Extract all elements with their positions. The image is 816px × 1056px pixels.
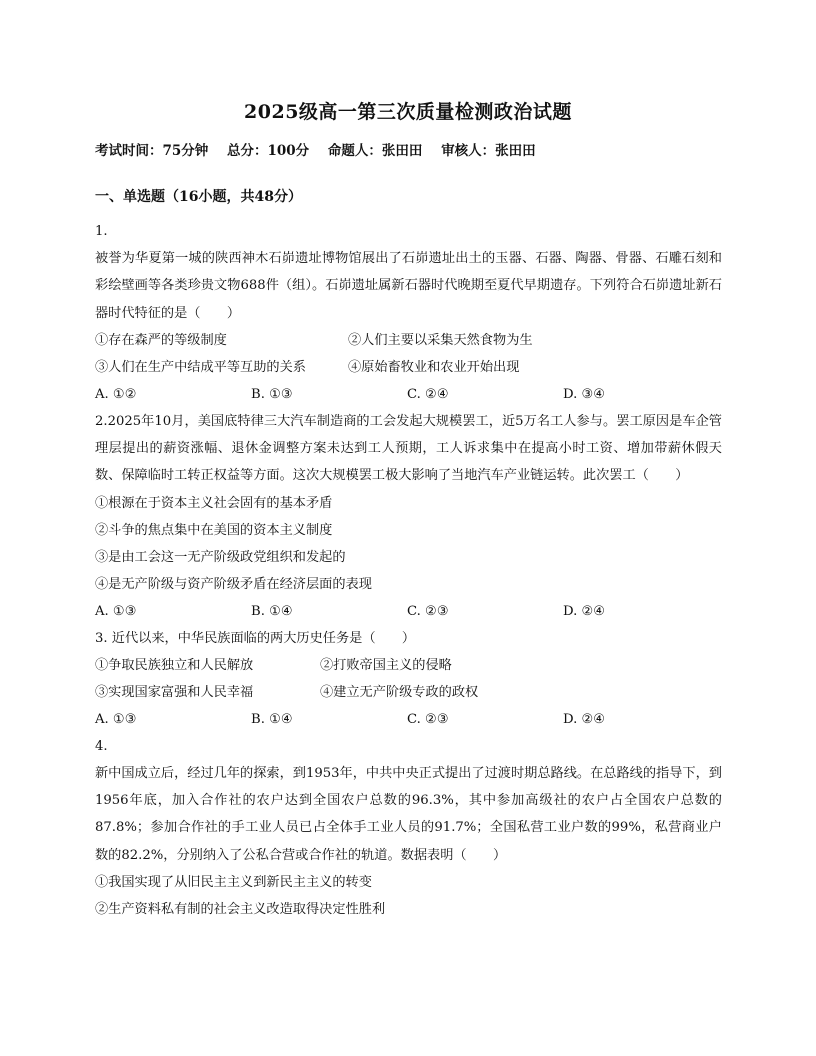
option-2: ②生产资料私有制的社会主义改造取得决定性胜利 xyxy=(95,901,386,917)
answer-b[interactable]: B. ①④ xyxy=(251,711,293,727)
option-row xyxy=(95,354,722,381)
answer-choices xyxy=(95,706,722,733)
option-2: ②人们主要以采集天然食物为生 xyxy=(348,332,533,348)
question-stem: 被誉为华夏第一城的陕西神木石峁遗址博物馆展出了石峁遗址出土的玉器、石器、陶器、骨器、石雕石刻和彩绘壁画等各类珍贵文物688件（组）。石峁遗址属新石器时代晚期至夏代早期遗存。下列符合石峁遗址新石器时代特征的是（ ） xyxy=(95,251,722,321)
question-3 xyxy=(95,625,722,733)
option-row xyxy=(95,327,722,354)
option-3: ③人们在生产中结成平等互助的关系 xyxy=(95,359,306,375)
answer-c[interactable]: C. ②③ xyxy=(407,711,449,727)
option-2: ②斗争的焦点集中在美国的资本主义制度 xyxy=(95,522,333,538)
option-1: ①我国实现了从旧民主主义到新民主主义的转变 xyxy=(95,874,372,890)
question-number: 1. xyxy=(95,224,108,239)
option-1: ①根源在于资本主义社会固有的基本矛盾 xyxy=(95,495,333,511)
option-1: ①争取民族独立和人民解放 xyxy=(95,657,254,673)
section-title: 一、单选题（16小题，共48分） xyxy=(95,189,302,205)
option-3: ③实现国家富强和人民幸福 xyxy=(95,684,254,700)
exam-reviewer: 审核人：张田田 xyxy=(441,143,536,159)
question-2 xyxy=(95,408,722,625)
option-2: ②打败帝国主义的侵略 xyxy=(320,657,452,673)
answer-a[interactable]: A. ①② xyxy=(95,386,137,402)
question-1 xyxy=(95,218,722,408)
exam-time: 考试时间：75分钟 xyxy=(95,143,209,159)
answer-b[interactable]: B. ①③ xyxy=(251,386,293,402)
question-stem: 3. 近代以来，中华民族面临的两大历史任务是（ ） xyxy=(95,630,416,646)
answer-c[interactable]: C. ②③ xyxy=(407,603,449,619)
option-3: ③是由工会这一无产阶级政党组织和发起的 xyxy=(95,549,346,565)
answer-a[interactable]: A. ①③ xyxy=(95,603,137,619)
answer-choices xyxy=(95,598,722,625)
answer-d[interactable]: D. ②④ xyxy=(563,711,606,727)
question-4 xyxy=(95,733,722,923)
answer-c[interactable]: C. ②④ xyxy=(407,386,449,402)
option-row xyxy=(95,652,722,679)
answer-b[interactable]: B. ①④ xyxy=(251,603,293,619)
exam-meta xyxy=(95,139,550,159)
exam-author: 命题人：张田田 xyxy=(327,143,423,159)
answer-d[interactable]: D. ②④ xyxy=(563,603,606,619)
exam-title: 2025级高一第三次质量检测政治试题 xyxy=(244,101,572,123)
exam-score: 总分：100分 xyxy=(227,143,310,159)
answer-d[interactable]: D. ③④ xyxy=(563,386,606,402)
option-4: ④建立无产阶级专政的政权 xyxy=(320,684,479,700)
answer-a[interactable]: A. ①③ xyxy=(95,711,137,727)
question-stem: 新中国成立后，经过几年的探索，到1953年，中共中央正式提出了过渡时期总路线。在总路线的指导下，到1956年底，加入合作社的农户达到全国农户总数的96.3%，其中参加高级社的农户占全国农户总数的87.8%；参加合作社的手工业人员已占全体手工业人员的91.7%；全国私营工业户数的99%，私营商业户数的82.2%，分别纳入了公私合营或合作社的轨道。数据表明（ ） xyxy=(95,765,722,863)
option-row xyxy=(95,679,722,706)
option-4: ④是无产阶级与资产阶级矛盾在经济层面的表现 xyxy=(95,576,372,592)
option-1: ①存在森严的等级制度 xyxy=(95,332,227,348)
questions xyxy=(95,218,722,923)
question-stem: 2.2025年10月，美国底特律三大汽车制造商的工会发起大规模罢工，近5万名工人参与。罢工原因是车企管理层提出的薪资涨幅、退休金调整方案未达到工人预期，工人诉求集中在提高小时工资、增加带薪休假天数、保障临时工转正权益等方面。这次大规模罢工极大影响了当地汽车产业链运转。此次罢工（ ） xyxy=(95,413,722,484)
option-4: ④原始畜牧业和农业开始出现 xyxy=(348,359,520,375)
question-number: 4. xyxy=(95,738,108,754)
answer-choices xyxy=(95,381,722,408)
